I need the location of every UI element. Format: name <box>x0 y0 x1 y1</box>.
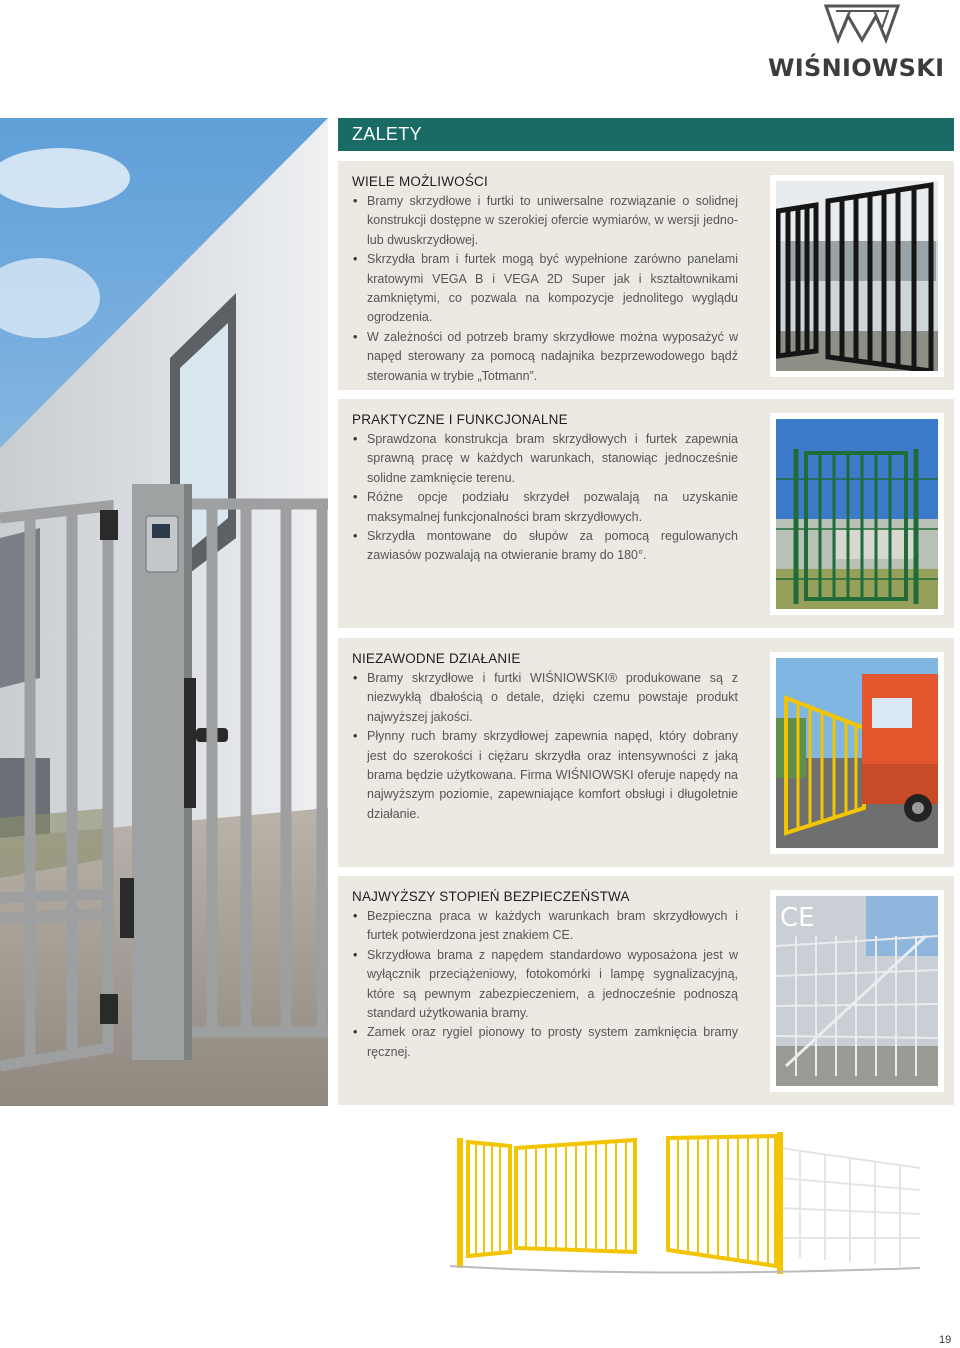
photo-mesh-gate-ce <box>770 890 944 1092</box>
panel-list <box>352 430 738 566</box>
list-item: • Różne opcje podziału skrzydeł pozwalają na uzyskanie maksymalnej funkcjonalności bram skrzydłowych. <box>352 488 738 527</box>
list-item: • Sprawdzona konstrukcja bram skrzydłowych i furtek zapewnia sprawną pracę w każdych warunkach, stanowiąc jednocześnie solidne zamknięcie terenu. <box>352 430 738 488</box>
panel-list <box>352 192 738 386</box>
photo-yellow-gates-product <box>450 1128 920 1278</box>
panel-heading: NAJWYŻSZY STOPIEŃ BEZPIECZEŃSTWA <box>352 889 630 904</box>
panel-list <box>352 907 738 1062</box>
list-item: • Zamek oraz rygiel pionowy to prosty system zamknięcia bramy ręcznej. <box>352 1023 738 1062</box>
list-item: • Płynny ruch bramy skrzydłowej zapewnia napęd, który dobrany jest do szerokości i ciężaru skrzydła oraz intensywności z jaką brama będzie użytkowana. Firma WIŚNIOWSKI oferuje napędy na najwyższym poziomie, zapewniające komfort obsługi i długoletnie działanie. <box>352 727 738 824</box>
panel-list <box>352 669 738 824</box>
feature-panel-safety <box>338 876 954 1105</box>
photo-wicket-green <box>770 413 944 615</box>
list-item: • Bezpieczna praca w każdych warunkach bram skrzydłowych i furtek potwierdzona jest znakiem CE. <box>352 907 738 946</box>
list-item: • Skrzydłowa brama z napędem standardowo wyposażona jest w wyłącznik przeciążeniowy, fotokomórki i lampę sygnalizacyjną, które są pewnym zabezpieczeniem, a jednocześnie podnoszą standard użytkowania bramy. <box>352 946 738 1024</box>
list-item: • Bramy skrzydłowe i furtki to uniwersalne rozwiązanie o solidnej konstrukcji dostępne w szerokiej ofercie wymiarów, w wersji jedno- lub dwuskrzydłowej. <box>352 192 738 250</box>
feature-panel-practical <box>338 399 954 628</box>
list-item: • W zależności od potrzeb bramy skrzydłowe można wyposażyć w napęd sterowany za pomocą nadajnika bezprzewodowego bądź sterowania w trybie „Totmann”. <box>352 328 738 386</box>
list-item: • Bramy skrzydłowe i furtki WIŚNIOWSKI® produkowane są z niezwykłą dbałością o detale, dzięki czemu powstaje produkt najwyższej jakości. <box>352 669 738 727</box>
brand-wordmark: WIŚNIOWSKI <box>768 54 945 82</box>
feature-panel-options <box>338 161 954 390</box>
section-header-bar <box>338 118 954 151</box>
photo-double-gate-black <box>770 175 944 377</box>
feature-panel-reliable <box>338 638 954 867</box>
panel-heading: PRAKTYCZNE I FUNKCJONALNE <box>352 412 568 427</box>
panel-heading: NIEZAWODNE DZIAŁANIE <box>352 651 521 666</box>
brand-w-icon <box>824 2 900 44</box>
list-item: • Skrzydła bram i furtek mogą być wypełnione zarówno panelami kratowymi VEGA B i VEGA 2D Super jak i kształtownikami zamkniętymi, co pozwala na kompozycje jednolitego wyglądu ogrodzenia. <box>352 250 738 328</box>
page-number: 19 <box>939 1334 952 1346</box>
list-item: • Skrzydła montowane do słupów za pomocą regulowanych zawiasów pozwalają na otwieranie bramy do 180°. <box>352 527 738 566</box>
photo-yellow-gate-truck <box>770 652 944 854</box>
ce-mark-text: CE <box>780 903 815 933</box>
brand-logo <box>764 2 960 82</box>
section-header-title: ZALETY <box>352 124 422 144</box>
hero-photo-gate <box>0 118 328 1106</box>
panel-heading: WIELE MOŻLIWOŚCI <box>352 174 488 189</box>
